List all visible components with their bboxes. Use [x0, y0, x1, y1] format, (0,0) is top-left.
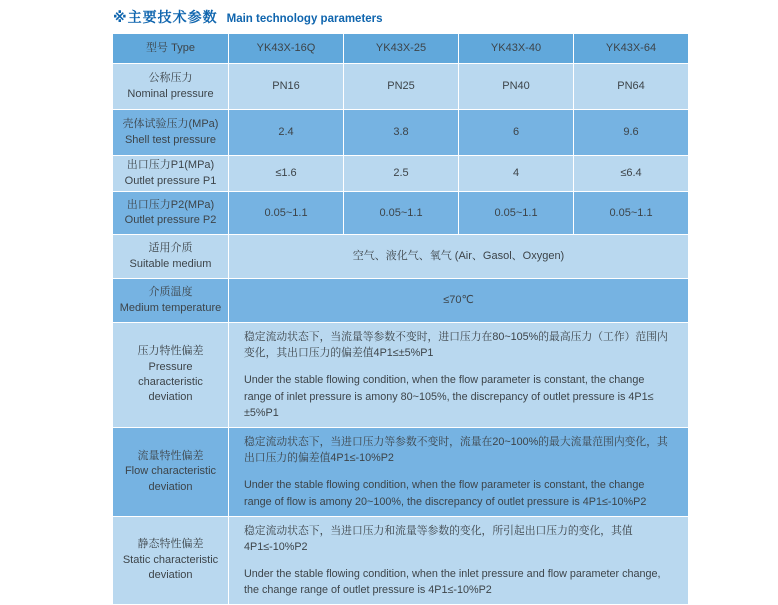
- value-cell: 2.5: [344, 156, 458, 191]
- deviation-text-cn: 稳定流动状态下，当进口压力等参数不变时，流量在20~100%的最大流量范围内变化，其出口压力的偏差值4P1≤-10%P2: [244, 435, 668, 465]
- parameters-table: [112, 33, 689, 605]
- row-label-cn: 压力特性偏差: [137, 345, 204, 358]
- header-cell-model-2: YK43X-25: [344, 34, 458, 63]
- value-cell: ≤6.4: [574, 156, 688, 191]
- span-text-cell: [229, 517, 688, 605]
- row-label-en: Nominal pressure: [127, 87, 214, 100]
- row-label: [113, 323, 228, 427]
- row-label-cn: 流量特性偏差: [137, 449, 204, 462]
- value-cell: PN25: [344, 64, 458, 109]
- header-cell-model-3: YK43X-40: [459, 34, 573, 63]
- table-row-outlet-pressure-p1: [113, 156, 688, 191]
- row-label-cn: 静态特性偏差: [137, 538, 204, 551]
- value-cell: 0.05~1.1: [229, 192, 343, 234]
- deviation-text-cn: 稳定流动状态下，当流量等参数不变时，进口压力在80~105%的最高压力（工作）范围内变化，其出口压力的偏差值4P1≤±5%P1: [244, 331, 668, 360]
- row-label: [113, 110, 228, 155]
- section-title-en: Main technology parameters: [226, 13, 383, 25]
- span-text-cell: [229, 428, 688, 516]
- row-label-cn: 适用介质: [148, 242, 193, 255]
- value-cell: PN40: [459, 64, 573, 109]
- row-label: [113, 517, 228, 605]
- row-label-cn: 出口压力P2(MPa): [126, 198, 215, 211]
- row-label: [113, 192, 228, 234]
- row-label: [113, 428, 228, 516]
- value-cell: 4: [459, 156, 573, 191]
- row-label: [113, 156, 228, 191]
- deviation-text-cn: 稳定流动状态下，当进口压力和流量等参数的变化，所引起出口压力的变化，其值4P1≤-10%P2: [244, 524, 633, 553]
- row-label-cn: 壳体试验压力(MPa): [122, 118, 219, 131]
- deviation-text-en: Under the stable flowing condition, when the flow parameter is constant, the change range of flow is amony 20~100%, the discrepancy of outlet pressure is 4P1≤-10%P2: [244, 479, 647, 508]
- row-label-en: Pressure characteristic deviation: [138, 360, 203, 404]
- deviation-text-en: Under the stable flowing condition, when the flow parameter is constant, the change range of inlet pressure is amony 80~105%, the discrepancy of outlet pressure is 4P1≤ ±5%P1: [244, 374, 654, 419]
- table-row-suitable-medium: [113, 235, 688, 278]
- value-cell: PN16: [229, 64, 343, 109]
- row-label: [113, 64, 228, 109]
- row-label-en: Flow characteristic deviation: [124, 465, 217, 493]
- span-text-cell: [229, 323, 688, 427]
- deviation-text-en: Under the stable flowing condition, when the inlet pressure and flow parameter change, the change range of outlet pressure is 4P1≤-10%P2: [244, 568, 661, 597]
- table-row-flow-characteristic-deviation: [113, 428, 688, 516]
- span-value-cell: ≤70℃: [229, 279, 688, 322]
- row-label: [113, 235, 228, 278]
- table-row-pressure-characteristic-deviation: [113, 323, 688, 427]
- row-label-en: Static characteristic deviation: [122, 553, 219, 582]
- table-row-model: [113, 34, 688, 63]
- value-cell: 0.05~1.1: [344, 192, 458, 234]
- value-cell: 3.8: [344, 110, 458, 155]
- header-cell-model-4: YK43X-64: [574, 34, 688, 63]
- row-label-cn: 介质温度: [148, 286, 193, 299]
- table-row-medium-temperature: [113, 279, 688, 322]
- section-title-cn: ※主要技术参数: [113, 9, 218, 25]
- row-label: [113, 279, 228, 322]
- row-label-en: Suitable medium: [129, 257, 212, 270]
- span-value-cell: 空气、液化气、氧气 (Air、Gasol、Oxygen): [229, 235, 688, 278]
- section-title: [113, 7, 383, 27]
- value-cell: 2.4: [229, 110, 343, 155]
- table-row-outlet-pressure-p2: [113, 192, 688, 234]
- value-cell: 0.05~1.1: [459, 192, 573, 234]
- value-cell: 0.05~1.1: [574, 192, 688, 234]
- row-label-en: Outlet pressure P2: [124, 214, 217, 226]
- value-cell: 6: [459, 110, 573, 155]
- table-row-shell-test-pressure: [113, 110, 688, 155]
- header-cell-type: 型号 Type: [113, 34, 228, 63]
- table-row-nominal-pressure: [113, 64, 688, 109]
- value-cell: PN64: [574, 64, 688, 109]
- row-label-cn: 出口压力P1(MPa): [126, 159, 215, 172]
- value-cell: ≤1.6: [229, 156, 343, 191]
- row-label-en: Shell test pressure: [124, 133, 217, 146]
- value-cell: 9.6: [574, 110, 688, 155]
- row-label-en: Medium temperature: [119, 301, 222, 314]
- row-label-en: Outlet pressure P1: [124, 174, 217, 187]
- row-label-cn: 公称压力: [148, 72, 193, 85]
- header-cell-model-1: YK43X-16Q: [229, 34, 343, 63]
- table-row-static-characteristic-deviation: [113, 517, 688, 605]
